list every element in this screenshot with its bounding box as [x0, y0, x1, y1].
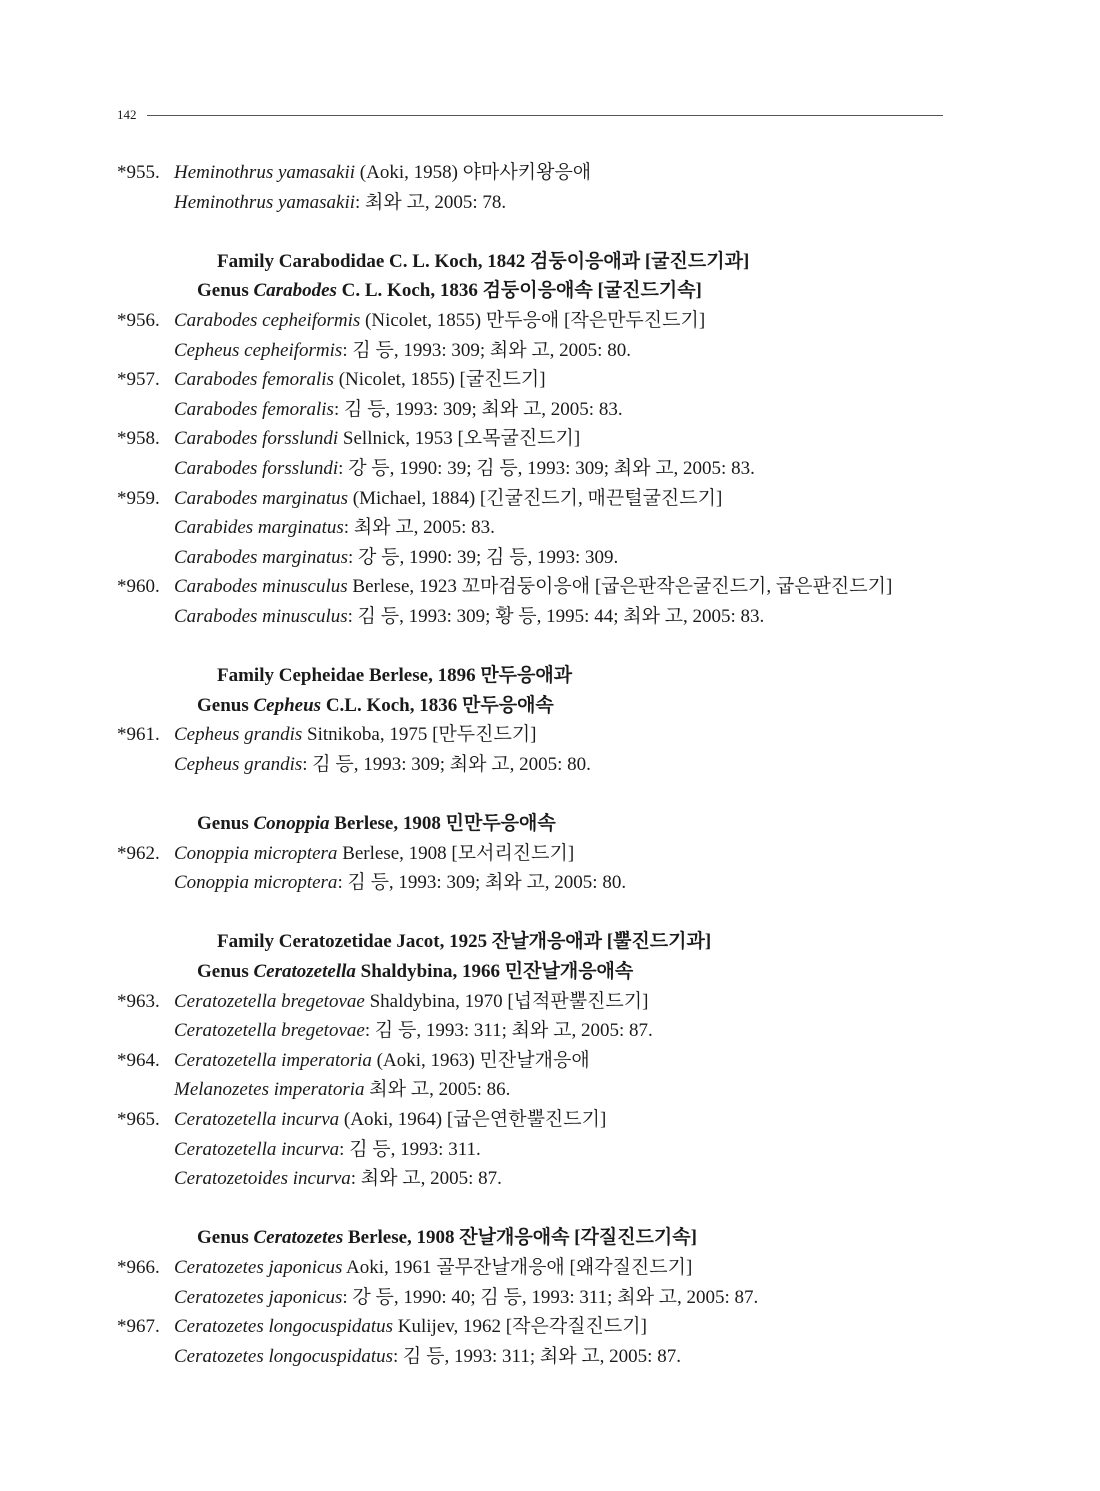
species-authority: (Nicolet, 1855) 만두응애 [작은만두진드기] — [360, 309, 706, 331]
section-gap — [117, 217, 977, 247]
genus-prefix: Genus — [197, 961, 254, 983]
genus-heading — [117, 809, 977, 839]
species-name: Ceratozetella imperatoria — [174, 1049, 372, 1071]
citation-line — [117, 1016, 977, 1046]
genus-authority: Berlese, 1908 민만두응애속 — [329, 813, 556, 835]
species-authority: Sitnikoba, 1975 [만두진드기] — [302, 724, 537, 746]
cited-name: Ceratozetoides incurva — [174, 1168, 351, 1190]
family-heading: Family Ceratozetidae Jacot, 1925 잔날개응애과 [뿔진드기과] — [217, 931, 712, 953]
citation-refs: : 최와 고, 2005: 83. — [343, 517, 495, 539]
species-authority: Sellnick, 1953 [오목굴진드기] — [338, 428, 581, 450]
citation-refs: : 김 등, 1993: 311; 최와 고, 2005: 87. — [393, 1345, 681, 1367]
genus-heading — [117, 691, 977, 721]
entry-number: *963. — [117, 990, 160, 1012]
genus-heading — [117, 957, 977, 987]
citation-line — [117, 1342, 977, 1372]
genus-name: Ceratozetella — [253, 961, 356, 983]
cited-name: Carabodes femoralis — [174, 398, 334, 420]
species-authority: (Michael, 1884) [긴굴진드기, 매끈털굴진드기] — [348, 487, 723, 509]
species-name: Heminothrus yamasakii — [174, 162, 356, 183]
species-authority: (Aoki, 1963) 민잔날개응애 — [371, 1049, 590, 1071]
species-entry — [117, 720, 977, 750]
entry-number: *965. — [117, 1109, 160, 1130]
citation-refs: : 최와 고, 2005: 87. — [350, 1168, 502, 1190]
entry-number: *964. — [117, 1049, 160, 1071]
citation-refs: : 김 등, 1993: 309; 황 등, 1995: 44; 최와 고, 2005: 83. — [347, 605, 765, 627]
section-gap — [117, 1194, 977, 1224]
citation-line — [117, 543, 977, 573]
family-heading: Family Cepheidae Berlese, 1896 만두응애과 — [217, 665, 573, 687]
citation-refs: : 강 등, 1990: 40; 김 등, 1993: 311; 최와 고, 2005: 87. — [342, 1286, 759, 1308]
citation-refs: : 김 등, 1993: 311. — [339, 1138, 481, 1160]
genus-heading — [117, 276, 977, 306]
genus-heading — [117, 1223, 977, 1253]
species-entry — [117, 839, 977, 869]
genus-prefix: Genus — [197, 1227, 254, 1249]
species-authority: Berlese, 1923 꼬마검둥이응애 [굽은판작은굴진드기, 굽은판진드기] — [347, 576, 893, 598]
citation-refs: : 김 등, 1993: 309; 최와 고, 2005: 80. — [337, 872, 627, 894]
cited-name: Cepheus cepheiformis — [174, 339, 343, 361]
entry-number: *955. — [117, 162, 160, 183]
species-name: Cepheus grandis — [174, 724, 303, 746]
citation-line — [117, 1164, 977, 1194]
family-heading: Family Carabodidae C. L. Koch, 1842 검둥이응애과 [굴진드기과] — [217, 250, 750, 272]
species-entry — [117, 572, 977, 602]
header-rule — [147, 115, 943, 116]
species-name: Carabodes forsslundi — [174, 428, 339, 450]
citation-line — [117, 602, 977, 632]
species-entry — [117, 365, 977, 395]
genus-authority: C. L. Koch, 1836 검둥이응애속 [굴진드기속] — [336, 280, 702, 302]
species-authority: (Aoki, 1964) [굽은연한뿔진드기] — [339, 1109, 607, 1130]
species-list — [117, 158, 977, 1371]
section-gap — [117, 779, 977, 809]
genus-prefix: Genus — [197, 694, 254, 716]
entry-number: *956. — [117, 309, 160, 331]
entry-number: *961. — [117, 724, 160, 746]
citation-line — [117, 454, 977, 484]
species-name: Conoppia microptera — [174, 842, 338, 864]
species-entry — [117, 1105, 977, 1135]
species-name: Carabodes femoralis — [174, 369, 334, 391]
species-entry — [117, 484, 977, 514]
citation-line — [117, 868, 977, 898]
species-entry — [117, 158, 977, 188]
citation-refs: : 김 등, 1993: 309; 최와 고, 2005: 83. — [333, 398, 623, 420]
species-entry — [117, 424, 977, 454]
entry-number: *958. — [117, 428, 160, 450]
species-authority: Berlese, 1908 [모서리진드기] — [337, 842, 575, 864]
species-entry — [117, 1312, 977, 1342]
genus-authority: C.L. Koch, 1836 만두응애속 — [321, 694, 554, 716]
cited-name: Carabodes marginatus — [174, 546, 349, 568]
species-name: Ceratozetes longocuspidatus — [174, 1316, 394, 1338]
species-authority: (Nicolet, 1855) [굴진드기] — [333, 369, 546, 391]
page-number: 142 — [117, 107, 137, 122]
citation-line — [117, 513, 977, 543]
species-authority: Shaldybina, 1970 [넙적판뿔진드기] — [364, 990, 649, 1012]
species-name: Carabodes cepheiformis — [174, 309, 361, 331]
cited-name: Carabodes forsslundi — [174, 457, 339, 479]
entry-number: *959. — [117, 487, 160, 509]
cited-name: Heminothrus yamasakii — [174, 191, 356, 213]
citation-line — [117, 336, 977, 366]
species-name: Ceratozetella incurva — [174, 1109, 340, 1130]
cited-name: Cepheus grandis — [174, 753, 303, 775]
species-name: Carabodes marginatus — [174, 487, 349, 509]
cited-name: Carabides marginatus — [174, 517, 344, 539]
citation-refs: : 김 등, 1993: 311; 최와 고, 2005: 87. — [364, 1020, 653, 1042]
species-authority: Kulijev, 1962 [작은각질진드기] — [393, 1316, 647, 1338]
citation-line — [117, 1135, 977, 1165]
cited-name: Ceratozetes japonicus — [174, 1286, 343, 1308]
citation-refs: 최와 고, 2005: 86. — [364, 1079, 511, 1101]
citation-refs: : 최와 고, 2005: 78. — [355, 191, 507, 213]
cited-name: Ceratozetes longocuspidatus — [174, 1345, 394, 1367]
entry-number: *960. — [117, 576, 160, 598]
species-name: Ceratozetella bregetovae — [174, 990, 365, 1012]
species-entry — [117, 987, 977, 1017]
entry-number: *957. — [117, 369, 160, 391]
species-entry — [117, 306, 977, 336]
species-name: Carabodes minusculus — [174, 576, 348, 598]
citation-refs: : 강 등, 1990: 39; 김 등, 1993: 309; 최와 고, 2005: 83. — [338, 457, 755, 479]
page-header — [117, 105, 943, 125]
genus-name: Cepheus — [253, 694, 322, 716]
genus-prefix: Genus — [197, 813, 254, 835]
species-entry — [117, 1046, 977, 1076]
species-name: Ceratozetes japonicus — [174, 1256, 343, 1278]
cited-name: Ceratozetella bregetovae — [174, 1020, 365, 1042]
species-entry — [117, 1253, 977, 1283]
citation-refs: : 강 등, 1990: 39; 김 등, 1993: 309. — [348, 546, 619, 568]
citation-line — [117, 750, 977, 780]
cited-name: Ceratozetella incurva — [174, 1138, 340, 1160]
species-authority: Aoki, 1961 골무잔날개응애 [왜각질진드기] — [342, 1256, 693, 1278]
citation-line — [117, 1283, 977, 1313]
entry-number: *967. — [117, 1316, 160, 1338]
genus-authority: Shaldybina, 1966 민잔날개응애속 — [355, 961, 634, 983]
cited-name: Conoppia microptera — [174, 872, 338, 894]
cited-name: Melanozetes imperatoria — [174, 1079, 365, 1101]
genus-name: Ceratozetes — [253, 1227, 344, 1249]
citation-line — [117, 395, 977, 425]
section-gap — [117, 632, 977, 662]
entry-number: *962. — [117, 842, 160, 864]
genus-name: Conoppia — [253, 813, 330, 835]
cited-name: Carabodes minusculus — [174, 605, 348, 627]
citation-line — [117, 1075, 977, 1105]
species-authority: (Aoki, 1958) 야마사키왕응애 — [355, 162, 592, 183]
genus-authority: Berlese, 1908 잔날개응애속 [각질진드기속] — [343, 1227, 697, 1249]
genus-name: Carabodes — [253, 280, 337, 302]
genus-prefix: Genus — [197, 280, 254, 302]
entry-number: *966. — [117, 1256, 160, 1278]
citation-line — [117, 188, 977, 218]
section-gap — [117, 898, 977, 928]
citation-refs: : 김 등, 1993: 309; 최와 고, 2005: 80. — [302, 753, 591, 775]
citation-refs: : 김 등, 1993: 309; 최와 고, 2005: 80. — [342, 339, 631, 361]
